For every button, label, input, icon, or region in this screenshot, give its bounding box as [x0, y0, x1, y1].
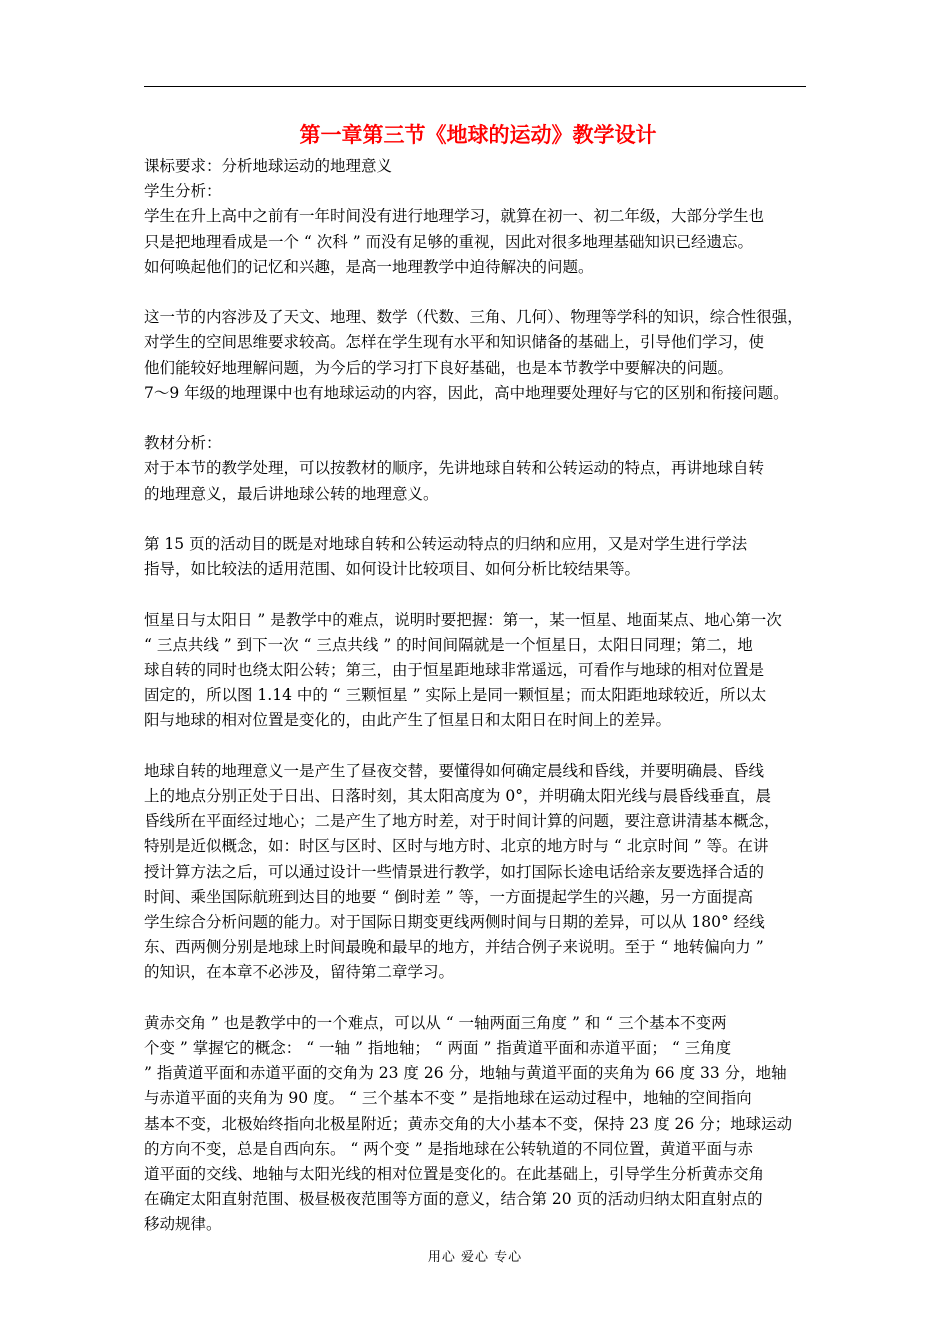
text-line: 学生在升上高中之前有一年时间没有进行地理学习，就算在初一、初二年级，大部分学生也	[144, 207, 765, 226]
text-line: 7～9 年级的地理课中也有地球运动的内容，因此，高中地理要处理好与它的区别和衔接问题。	[144, 383, 789, 402]
document-title: 第一章第三节《地球的运动》教学设计	[299, 122, 657, 147]
text-line: 东、西两侧分别是地球上时间最晚和最早的地方，并结合例子来说明。至于 “ 地转偏向力 ”	[144, 938, 764, 957]
text-line: 指导，如比较法的适用范围、如何设计比较项目、如何分析比较结果等。	[144, 560, 641, 579]
text-line: 的地理意义，最后讲地球公转的地理意义。	[144, 484, 439, 503]
text-line: “ 三点共线 ” 到下一次 “ 三点共线 ” 的时间间隔就是一个恒星日，太阳日同理；第二，地	[144, 635, 753, 654]
document-body	[144, 118, 812, 1238]
text-line: 授计算方法之后，可以通过设计一些情景进行教学，如打国际长途电话给亲友要选择合适的	[144, 862, 765, 881]
text-line: 个变 ” 掌握它的概念： “ 一轴 ” 指地轴； “ 两面 ” 指黄道平面和赤道平面； “ 三角度	[144, 1039, 732, 1058]
text-line: 上的地点分别正处于日出、日落时刻，其太阳高度为 0°，并明确太阳光线与晨昏线垂直，晨	[144, 787, 772, 805]
header-rule	[144, 86, 806, 87]
text-line: 学生分析：	[144, 182, 222, 201]
text-line: 黄赤交角 ” 也是教学中的一个难点，可以从 “ 一轴两面三角度 ” 和 “ 三个基本不变两	[144, 1013, 727, 1032]
text-line: 基本不变，北极始终指向北极星附近；黄赤交角的大小基本不变，保持 23 度 26 分；地球运动	[144, 1114, 793, 1133]
text-line: 学生综合分析问题的能力。对于国际日期变更线两侧时间与日期的差异，可以从 180° 经线	[144, 913, 765, 932]
text-line: 地球自转的地理意义一是产生了昼夜交替，要懂得如何确定晨线和昏线，并要明确晨、昏线	[144, 761, 765, 780]
text-line: 昏线所在平面经过地心；二是产生了地方时差，对于时间计算的问题，要注意讲清基本概念，	[144, 812, 780, 831]
paragraph-gap	[144, 280, 812, 305]
text-line: 他们能较好地理解问题，为今后的学习打下良好基础，也是本节教学中要解决的问题。	[144, 358, 734, 377]
text-line: 与赤道平面的夹角为 90 度。 “ 三个基本不变 ” 是指地球在运动过程中，地轴的空间指向	[144, 1089, 752, 1108]
text-line: 时间、乘坐国际航班到达目的地要 “ 倒时差 ” 等，一方面提起学生的兴趣，另一方面提高	[144, 887, 754, 906]
text-line: 对于本节的教学处理，可以按教材的顺序，先讲地球自转和公转运动的特点，再讲地球自转	[144, 459, 765, 478]
text-line: 对学生的空间思维要求较高。怎样在学生现有水平和知识储备的基础上，引导他们学习，使	[144, 333, 765, 352]
text-line: 只是把地理看成是一个 “ 次科 ” 而没有足够的重视，因此对很多地理基础知识已经遗忘。	[144, 232, 754, 251]
text-line: 道平面的交线、地轴与太阳光线的相对位置是变化的。在此基础上，引导学生分析黄赤交角	[144, 1165, 765, 1184]
text-line: 第 15 页的活动目的既是对地球自转和公转运动特点的归纳和应用，又是对学生进行学法	[144, 535, 748, 553]
document-text	[144, 154, 812, 1238]
text-line: 移动规律。	[144, 1215, 222, 1234]
paragraph-gap	[144, 406, 812, 431]
paragraph-gap	[144, 986, 812, 1011]
text-line: 固定的，所以图 1.14 中的 “ 三颗恒星 ” 实际上是同一颗恒星；而太阳距地球较近，所以太	[144, 686, 767, 705]
text-line: 球自转的同时也绕太阳公转；第三，由于恒星距地球非常遥远，可看作与地球的相对位置是	[144, 661, 765, 679]
text-line: 恒星日与太阳日 ” 是教学中的难点，说明时要把握：第一，某一恒星、地面某点、地心第一次	[144, 610, 782, 629]
text-line: 课标要求：分析地球运动的地理意义	[144, 157, 393, 175]
text-line: 在确定太阳直射范围、极昼极夜范围等方面的意义，结合第 20 页的活动归纳太阳直射点的	[144, 1190, 763, 1209]
text-line: 如何唤起他们的记忆和兴趣，是高一地理教学中迫待解决的问题。	[144, 257, 594, 276]
text-line: 特别是近似概念，如：时区与区时、区时与地方时、北京的地方时与 “ 北京时间 ” 等。在讲	[144, 837, 769, 856]
paragraph-gap	[144, 582, 812, 607]
paragraph-gap	[144, 507, 812, 532]
page-footer: 用心 爱心 专心	[427, 1250, 523, 1265]
text-line: 这一节的内容涉及了天文、地理、数学（代数、三角、几何）、物理等学科的知识，综合性很强，	[144, 308, 803, 327]
text-line: 的知识，在本章不必涉及，留待第二章学习。	[144, 963, 455, 982]
text-line: 的方向不变，总是自西向东。 “ 两个变 ” 是指地球在公转轨道的不同位置，黄道平面与赤	[144, 1139, 754, 1158]
text-line: 阳与地球的相对位置是变化的，由此产生了恒星日和太阳日在时间上的差异。	[144, 711, 672, 730]
text-line: ” 指黄道平面和赤道平面的交角为 23 度 26 分，地轴与黄道平面的夹角为 66 度 33 分，地轴	[144, 1064, 787, 1083]
text-line: 教材分析：	[144, 434, 222, 453]
paragraph-gap	[144, 734, 812, 759]
